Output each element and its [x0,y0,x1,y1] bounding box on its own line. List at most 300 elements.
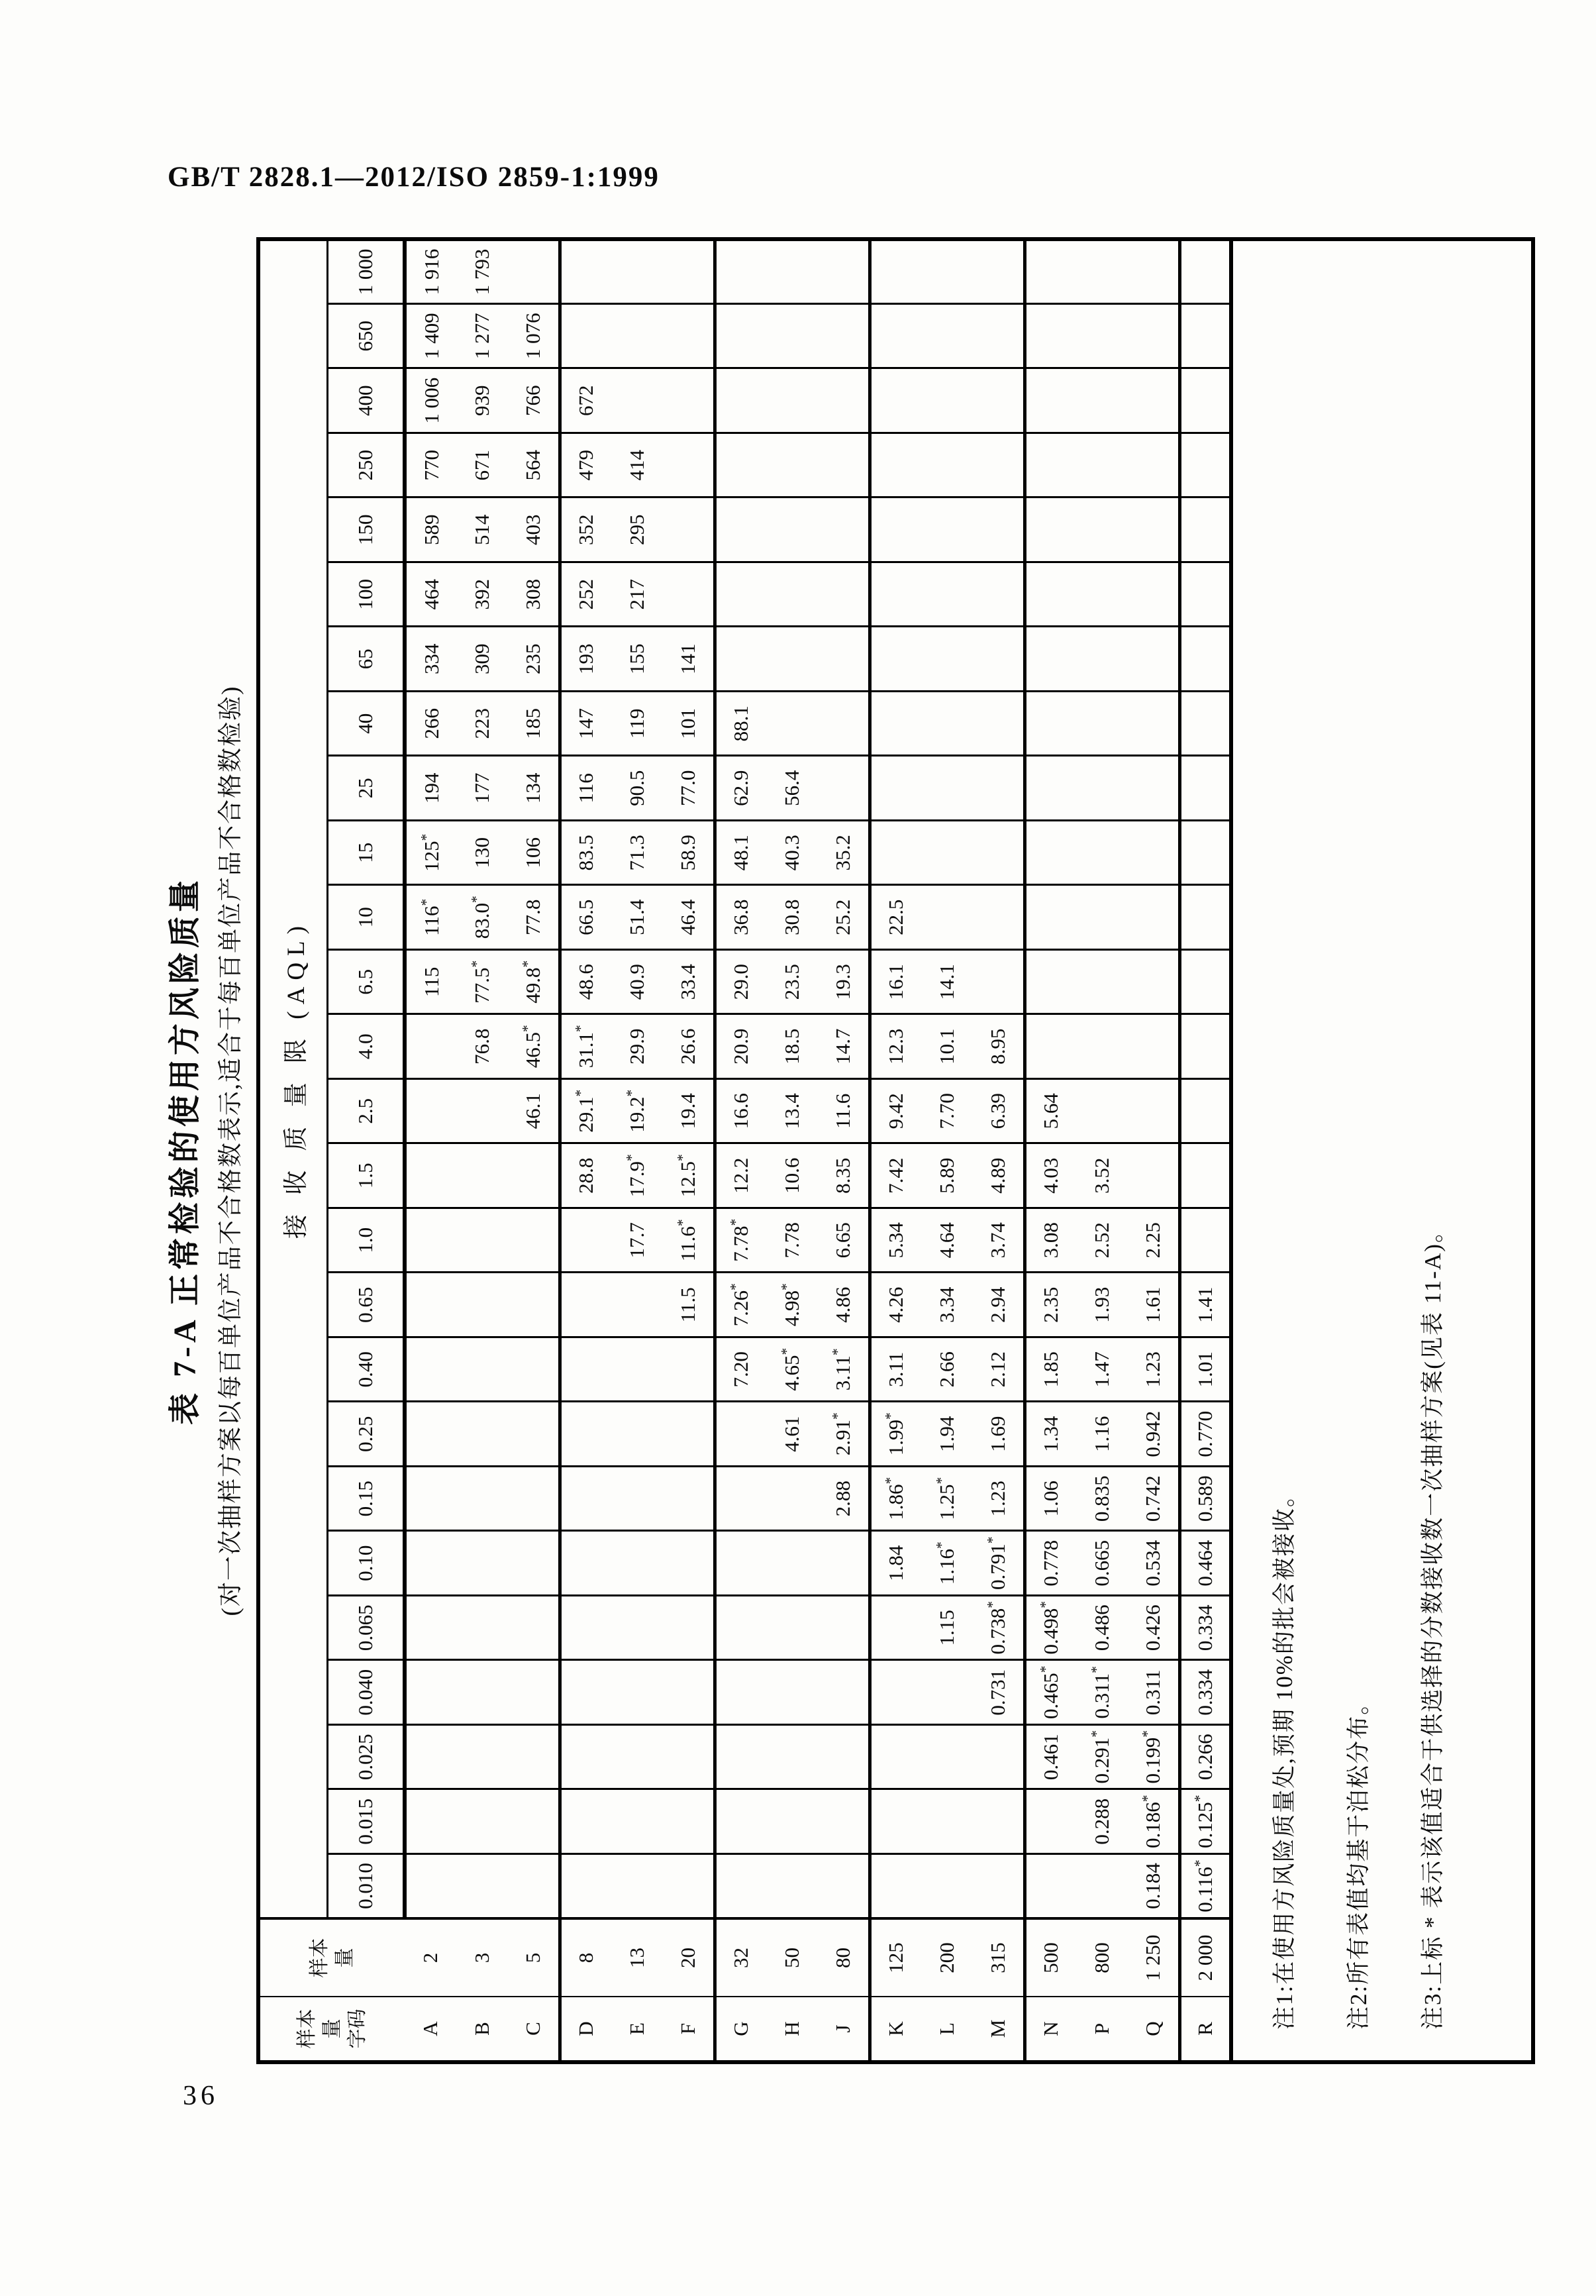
crq-value-cell: 4.64 [921,1208,973,1273]
aql-column-header: 0.010 [328,1854,405,1919]
crq-value-cell: 392 [456,562,508,627]
crq-value-cell: 23.5 [766,950,818,1015]
fractional-plan-asterisk: * [623,1154,640,1162]
crq-value-cell: 33.4 [663,950,715,1015]
crq-value-cell: 4.03 [1024,1143,1076,1208]
sample-size-cell: 32 [715,1918,766,1997]
crq-value-cell [405,1402,456,1467]
crq-value-cell [715,1467,766,1532]
crq-value-cell [1128,950,1179,1015]
crq-value-cell: 1.94 [921,1402,973,1467]
table-note: 注3:上标 * 表示该值适合于供选择的分数接收数一次抽样方案(见表 11-A)。 [1420,1218,1446,2030]
aql-column-header: 40 [328,692,405,757]
crq-value-cell [921,1660,973,1725]
crq-value-cell [818,627,870,692]
crq-value-cell [611,1596,663,1661]
crq-value-cell [715,368,766,433]
crq-value-cell: 58.9 [663,821,715,886]
crq-value-cell: 766 [508,368,560,433]
crq-value-cell [818,1596,870,1661]
crq-value-cell: 193 [560,627,611,692]
crq-value-cell [1179,627,1231,692]
crq-value-cell: 119 [611,692,663,757]
crq-value-cell: 83.5 [560,821,611,886]
crq-value-cell [818,1725,870,1790]
code-letter-cell: N [1024,1997,1076,2062]
aql-column-header: 0.25 [328,1402,405,1467]
fractional-plan-asterisk: * [1191,1795,1208,1802]
crq-value-cell: 0.486 [1076,1596,1128,1661]
crq-value-cell [715,433,766,498]
crq-value-cell [611,239,663,304]
fractional-plan-asterisk: * [572,1089,589,1097]
crq-value-cell [1076,497,1128,562]
crq-value-cell: 2.91* [818,1402,870,1467]
crq-value-cell [508,1208,560,1273]
crq-value-cell: 1 409 [405,304,456,369]
crq-value-cell [560,1467,611,1532]
aql-column-header: 0.065 [328,1596,405,1661]
aql-column-header: 0.65 [328,1273,405,1337]
crq-value-cell: 4.65* [766,1337,818,1402]
crq-value-cell: 115 [405,950,456,1015]
crq-value-cell: 0.125* [1179,1789,1231,1854]
crq-value-cell: 0.589 [1179,1467,1231,1532]
crq-value-cell [973,692,1024,757]
fractional-plan-asterisk: * [418,833,434,841]
crq-value-cell: 479 [560,433,611,498]
crq-value-cell [973,756,1024,821]
crq-value-cell [1179,950,1231,1015]
crq-value-cell [818,304,870,369]
crq-value-cell [508,1467,560,1532]
crq-value-cell: 1.93 [1076,1273,1128,1337]
crq-value-cell [1076,1014,1128,1079]
crq-value-cell: 0.778 [1024,1531,1076,1596]
crq-value-cell [456,1208,508,1273]
crq-value-cell [1128,497,1179,562]
code-letter-cell: L [935,2022,958,2035]
crq-value-cell [1076,627,1128,692]
aql-column-header: 100 [328,562,405,627]
code-letter-cell: K [870,1997,921,2062]
crq-value-cell [973,304,1024,369]
crq-value-cell: 194 [405,756,456,821]
crq-value-cell [870,497,921,562]
fractional-plan-asterisk: * [674,1154,691,1162]
crq-value-cell: 0.461 [1024,1725,1076,1790]
crq-value-cell [560,1208,611,1273]
crq-value-cell [663,1660,715,1725]
crq-value-cell: 1 076 [508,304,560,369]
crq-value-cell [611,1467,663,1532]
fractional-plan-asterisk: * [933,1477,950,1485]
crq-value-cell [405,1531,456,1596]
crq-value-cell: 14.7 [818,1014,870,1079]
crq-value-cell [508,1402,560,1467]
code-letter-cell: D [560,1997,611,2062]
crq-value-cell [1076,562,1128,627]
aql-column-header: 15 [328,821,405,886]
crq-value-cell: 1.84 [870,1531,921,1596]
crq-value-cell: 671 [456,433,508,498]
crq-value-cell: 2.94 [973,1273,1024,1337]
table-row-code-B [456,239,508,2062]
crq-value-cell [1076,692,1128,757]
crq-value-cell [1179,692,1231,757]
notes-row [1231,239,1533,2062]
crq-value-cell [663,368,715,433]
code-letter-cell: J [830,2024,854,2033]
crq-value-cell: 514 [456,497,508,562]
crq-value-cell [973,368,1024,433]
crq-value-cell: 1 006 [405,368,456,433]
crq-value-cell: 11.6* [663,1208,715,1273]
crq-value-cell: 0.738* [973,1596,1024,1661]
crq-value-cell: 29.9 [611,1014,663,1079]
fractional-plan-asterisk: * [1037,1600,1054,1608]
crq-value-cell [715,239,766,304]
corner-label-line: 样本 [309,1938,330,1978]
crq-value-cell: 13.4 [766,1079,818,1144]
crq-value-cell [560,1402,611,1467]
crq-value-cell [766,1725,818,1790]
table-row-code-R [1179,239,1231,2062]
crq-value-cell: 1.61 [1128,1273,1179,1337]
crq-value-cell [405,1596,456,1661]
crq-value-cell [456,1143,508,1208]
fractional-plan-asterisk: * [468,896,485,904]
table-row-code-P [1076,239,1128,2062]
crq-value-cell [456,1596,508,1661]
crq-value-cell [1179,433,1231,498]
crq-value-cell [715,1660,766,1725]
crq-value-cell [611,1273,663,1337]
crq-value-cell [766,1789,818,1854]
crq-value-cell [715,497,766,562]
crq-value-cell: 0.334 [1179,1660,1231,1725]
aql-column-header: 10 [328,885,405,950]
crq-value-cell: 0.464 [1179,1531,1231,1596]
crq-value-cell [560,1854,611,1919]
crq-value-cell [921,1854,973,1919]
crq-value-cell: 2.52 [1076,1208,1128,1273]
crq-value-cell: 2.66 [921,1337,973,1402]
crq-value-cell: 155 [611,627,663,692]
crq-value-cell: 8.95 [973,1014,1024,1079]
sample-size-cell: 1 250 [1128,1918,1179,1997]
code-letter-cell: H [780,2021,803,2036]
table-row-code-F [663,239,715,2062]
crq-value-cell: 26.6 [663,1014,715,1079]
crq-value-cell [508,1531,560,1596]
crq-value-cell [818,756,870,821]
crq-value-cell: 76.8 [456,1014,508,1079]
aql-column-header: 25 [328,756,405,821]
sample-size-cell: 2 [405,1918,456,1997]
crq-value-cell [1128,1014,1179,1079]
crq-value-cell [456,1789,508,1854]
crq-value-cell [973,950,1024,1015]
sample-size-cell: 2 000 [1179,1918,1231,1997]
crq-value-cell [921,821,973,886]
aql-column-header: 0.025 [328,1725,405,1790]
crq-value-cell: 36.8 [715,885,766,950]
crq-value-cell [663,433,715,498]
crq-value-cell [1076,1079,1128,1144]
fractional-plan-asterisk: * [519,1025,536,1033]
crq-value-cell: 46.1 [508,1079,560,1144]
aql-column-header: 0.015 [328,1789,405,1854]
table-title: 表 7-A 正常检验的使用方风险质量 [168,876,203,1426]
crq-value-cell [921,1789,973,1854]
crq-value-cell: 30.8 [766,885,818,950]
crq-value-cell [1076,239,1128,304]
crq-value-cell [870,1789,921,1854]
crq-value-cell: 1.15 [921,1596,973,1661]
crq-value-cell [921,756,973,821]
crq-value-cell: 147 [560,692,611,757]
crq-value-cell: 71.3 [611,821,663,886]
crq-value-cell [1024,368,1076,433]
crq-value-cell [766,239,818,304]
fractional-plan-asterisk: * [1088,1666,1105,1673]
crq-value-cell [611,1531,663,1596]
crq-value-cell: 1.23 [973,1467,1024,1532]
code-letter-cell: Q [1140,2021,1164,2036]
crq-value-cell: 1.06 [1024,1467,1076,1532]
crq-value-cell: 2.88 [818,1467,870,1532]
crq-value-cell: 25.2 [818,885,870,950]
crq-value-cell: 3.11 [870,1337,921,1402]
crq-value-cell [1179,497,1231,562]
crq-value-cell: 672 [560,368,611,433]
crq-value-cell [405,1273,456,1337]
crq-value-cell [405,1208,456,1273]
crq-value-cell: 0.116* [1179,1854,1231,1919]
crq-value-cell: 1 916 [405,239,456,304]
crq-value-cell [973,497,1024,562]
table-row-code-D [560,239,611,2062]
fractional-plan-asterisk: * [519,960,536,968]
crq-value-cell: 0.731 [973,1660,1024,1725]
crq-value-cell [456,1531,508,1596]
crq-value-cell [921,304,973,369]
crq-value-cell: 352 [560,497,611,562]
crq-value-cell [1179,1079,1231,1144]
crq-value-cell: 1 277 [456,304,508,369]
crq-value-cell [560,239,611,304]
table-row-code-Q [1128,239,1179,2062]
fractional-plan-asterisk: * [674,1219,691,1227]
crq-value-cell [508,1854,560,1919]
crq-value-cell [405,1143,456,1208]
table-row-code-K [870,239,921,2062]
crq-value-cell [663,1725,715,1790]
aql-column-header: 0.10 [328,1531,405,1596]
crq-value-cell [1076,368,1128,433]
crq-value-cell [405,1079,456,1144]
crq-value-cell: 116 [560,756,611,821]
sample-size-cell: 3 [456,1918,508,1997]
crq-value-cell: 2.35 [1024,1273,1076,1337]
crq-value-cell [508,1725,560,1790]
sample-size-cell: 80 [818,1918,870,1997]
sample-size-cell: 5 [508,1918,560,1997]
crq-value-cell: 17.9* [611,1143,663,1208]
crq-value-cell [663,1337,715,1402]
crq-value-cell: 0.942 [1128,1402,1179,1467]
crq-value-cell [1024,304,1076,369]
crq-value-cell: 0.534 [1128,1531,1179,1596]
crq-value-cell [1179,368,1231,433]
aql-column-header: 650 [328,304,405,369]
crq-value-cell: 19.4 [663,1079,715,1144]
crq-value-cell [766,1660,818,1725]
table-row-code-E [611,239,663,2062]
crq-value-cell: 589 [405,497,456,562]
fractional-plan-asterisk: * [984,1600,1001,1608]
fractional-plan-asterisk: * [727,1283,744,1291]
crq-value-cell [663,1789,715,1854]
sample-size-cell: 8 [560,1918,611,1997]
crq-value-cell: 5.64 [1024,1079,1076,1144]
crq-value-cell: 83.0* [456,885,508,950]
crq-value-cell [456,1337,508,1402]
sample-size-cell: 125 [870,1918,921,1997]
crq-value-cell [1179,562,1231,627]
crq-value-cell [1128,756,1179,821]
crq-value-cell [456,1854,508,1919]
crq-value-cell [870,1725,921,1790]
crq-value-cell [715,1531,766,1596]
table-row-code-N [1024,239,1076,2062]
crq-value-cell: 29.1* [560,1079,611,1144]
fractional-plan-asterisk: * [882,1477,899,1485]
crq-value-cell: 0.288 [1076,1789,1128,1854]
crq-value-cell [715,304,766,369]
crq-value-cell: 7.78* [715,1208,766,1273]
corner-cell-sample-size [258,1918,405,1997]
aql-column-header: 65 [328,627,405,692]
crq-value-cell [973,239,1024,304]
crq-value-cell: 17.7 [611,1208,663,1273]
crq-value-cell [456,1273,508,1337]
crq-value-cell: 0.334 [1179,1596,1231,1661]
fractional-plan-asterisk: * [1191,1859,1208,1867]
crq-value-cell: 5.34 [870,1208,921,1273]
crq-value-cell [663,562,715,627]
crq-value-cell: 28.8 [560,1143,611,1208]
crq-value-cell [1076,885,1128,950]
crq-value-cell: 4.98* [766,1273,818,1337]
crq-value-cell [560,1660,611,1725]
crq-value-cell [611,1789,663,1854]
crq-value-cell: 88.1 [715,692,766,757]
sample-size-cell: 13 [611,1918,663,1997]
fractional-plan-asterisk: * [1139,1795,1156,1802]
crq-value-cell [1024,497,1076,562]
crq-value-cell: 19.3 [818,950,870,1015]
rotated-table-block [159,237,1497,2064]
crq-value-cell [560,1531,611,1596]
aql-column-header: 1.0 [328,1208,405,1273]
crq-value-cell [663,1596,715,1661]
crq-value-cell: 3.08 [1024,1208,1076,1273]
crq-value-cell [870,756,921,821]
crq-value-cell [1024,1854,1076,1919]
crq-value-cell [715,562,766,627]
crq-value-cell: 62.9 [715,756,766,821]
crq-value-cell [766,627,818,692]
crq-value-cell: 3.34 [921,1273,973,1337]
crq-value-cell [1179,885,1231,950]
crq-value-cell: 308 [508,562,560,627]
crq-value-cell: 49.8* [508,950,560,1015]
crq-value-cell: 1.23 [1128,1337,1179,1402]
crq-value-cell [456,1660,508,1725]
crq-table [256,237,1535,2064]
crq-value-cell [611,1660,663,1725]
crq-value-cell: 11.6 [818,1079,870,1144]
crq-value-cell [663,1854,715,1919]
fractional-plan-asterisk: * [623,1089,640,1097]
crq-value-cell: 116* [405,885,456,950]
crq-value-cell: 0.835 [1076,1467,1128,1532]
crq-value-cell [870,562,921,627]
crq-value-cell [921,368,973,433]
crq-value-cell [1024,562,1076,627]
crq-value-cell: 7.78 [766,1208,818,1273]
fractional-plan-asterisk: * [829,1412,846,1420]
crq-value-cell: 10.6 [766,1143,818,1208]
crq-value-cell [715,1402,766,1467]
crq-value-cell: 252 [560,562,611,627]
table-row-code-A [405,239,456,2062]
crq-value-cell: 12.2 [715,1143,766,1208]
crq-value-cell [405,1789,456,1854]
table-title-block [159,237,246,2064]
crq-value-cell [456,1079,508,1144]
crq-value-cell [766,1467,818,1532]
crq-value-cell [1128,368,1179,433]
crq-value-cell: 130 [456,821,508,886]
crq-value-cell: 4.61 [766,1402,818,1467]
aql-column-header: 1.5 [328,1143,405,1208]
fractional-plan-asterisk: * [572,1025,589,1033]
fractional-plan-asterisk: * [1088,1730,1105,1738]
crq-value-cell [818,1660,870,1725]
table-row-code-C [508,239,560,2062]
crq-value-cell [1179,1014,1231,1079]
aql-column-header: 4.0 [328,1014,405,1079]
crq-value-cell [508,1273,560,1337]
corner-label-line: 字码 [346,2009,368,2049]
crq-value-cell [973,433,1024,498]
crq-value-cell [766,433,818,498]
crq-value-cell [1024,433,1076,498]
table-row-code-H [766,239,818,2062]
crq-value-cell: 0.665 [1076,1531,1128,1596]
code-letter-cell: A [419,2021,442,2036]
crq-value-cell [663,497,715,562]
code-letter-cell: G [715,1997,766,2062]
crq-value-cell [1128,562,1179,627]
crq-value-cell: 125* [405,821,456,886]
crq-value-cell: 7.42 [870,1143,921,1208]
crq-value-cell: 56.4 [766,756,818,821]
crq-value-cell [1024,627,1076,692]
